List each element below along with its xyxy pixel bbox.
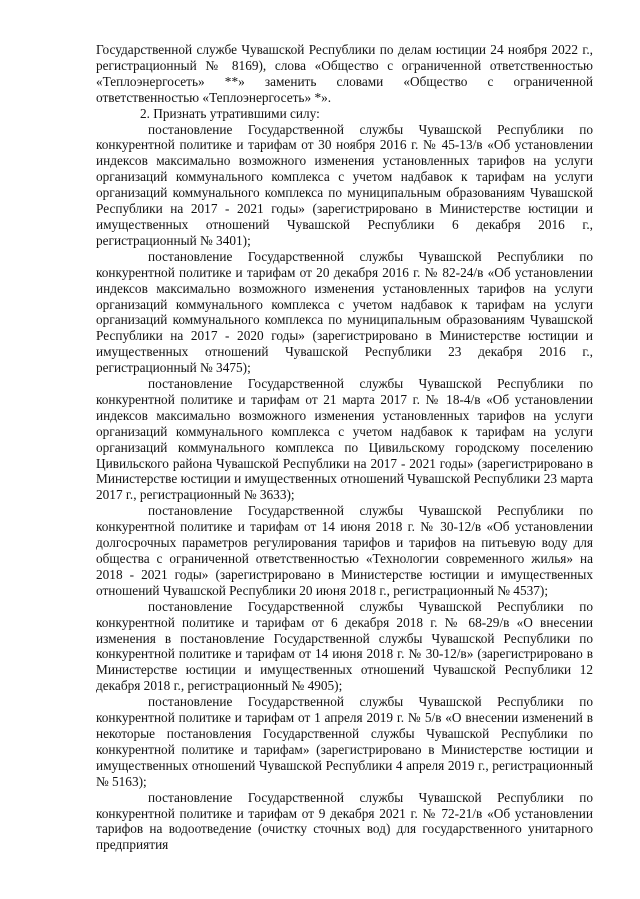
paragraph-repealed-act: постановление Государственной службы Чувашской Республики по конкурентной политике и тарифам от 9 декабря 2021 г. № 72-21/в «Об установлении тарифов на водоотведение (очистку сточных вод) для государственного унитарного предприятия (96, 789, 593, 853)
paragraph-continuation: Государственной службе Чувашской Республики по делам юстиции 24 ноября 2022 г., регистрационный № 8169), слова «Общество с ограниченной ответственностью «Теплоэнергосеть» **» заменить словами «Общество с ограниченной ответственностью «Теплоэнергосеть» *». (96, 42, 593, 105)
paragraph-repealed-act: постановление Государственной службы Чувашской Республики по конкурентной политике и тарифам от 20 декабря 2016 г. № 82-24/в «Об установлении индексов максимально возможного изменения установленных тарифов на услуги организаций коммунального комплекса с учетом надбавок к тарифам на услуги организаций коммунального комплекса по муниципальным образованиям Чувашской Республики на 2017 - 2020 годы» (зарегистрировано в Министерстве юстиции и имущественных отношений Чувашской Республики 23 декабря 2016 г., регистрационный № 3475); (96, 248, 593, 376)
document-body (96, 42, 593, 853)
paragraph-repealed-act: постановление Государственной службы Чувашской Республики по конкурентной политике и тарифам от 21 марта 2017 г. № 18-4/в «Об установлении индексов максимально возможного изменения установленных тарифов на услуги организаций коммунального комплекса с учетом надбавок к тарифам на услуги организаций коммунального комплекса по Цивильскому городскому поселению Цивильского района Чувашской Республики на 2017 - 2021 годы» (зарегистрировано в Министерстве юстиции и имущественных отношений Чувашской Республики 23 марта 2017 г., регистрационный № 3633); (96, 376, 593, 503)
paragraph-repealed-act: постановление Государственной службы Чувашской Республики по конкурентной политике и тарифам от 1 апреля 2019 г. № 5/в «О внесении изменений в некоторые постановления Государственной службы Чувашской Республики по конкурентной политике и тарифам» (зарегистрировано в Министерстве юстиции и имущественных отношений Чувашской Республики 4 апреля 2019 г., регистрационный № 5163); (96, 694, 593, 789)
paragraph-item-2-heading: 2. Признать утратившими силу: (140, 105, 320, 121)
paragraph-repealed-act: постановление Государственной службы Чувашской Республики по конкурентной политике и тарифам от 6 декабря 2018 г. № 68-29/в «О внесении изменения в постановление Государственной службы Чувашской Республики по конкурентной политике и тарифам от 14 июня 2018 г. № 30-12/в» (зарегистрировано в Министерстве юстиции и имущественных отношений Чувашской Республики 12 декабря 2018 г., регистрационный № 4905); (96, 598, 593, 694)
paragraph-repealed-act: постановление Государственной службы Чувашской Республики по конкурентной политике и тарифам от 30 ноября 2016 г. № 45-13/в «Об установлении индексов максимально возможного изменения установленных тарифов на услуги организаций коммунального комплекса с учетом надбавок к тарифам на услуги организаций коммунального комплекса по муниципальным образованиям Чувашской Республики на 2017 - 2021 годы» (зарегистрировано в Министерстве юстиции и имущественных отношений Чувашской Республики 6 декабря 2016 г., регистрационный № 3401); (96, 121, 593, 248)
paragraph-repealed-act: постановление Государственной службы Чувашской Республики по конкурентной политике и тарифам от 14 июня 2018 г. № 30-12/в «Об установлении долгосрочных параметров регулирования тарифов и тарифов на питьевую воду для общества с ограниченной ответственностью «Технологии современного жилья» на 2018 - 2021 годы» (зарегистрировано в Министерстве юстиции и имущественных отношений Чувашской Республики 20 июня 2018 г., регистрационный № 4537); (96, 503, 593, 598)
